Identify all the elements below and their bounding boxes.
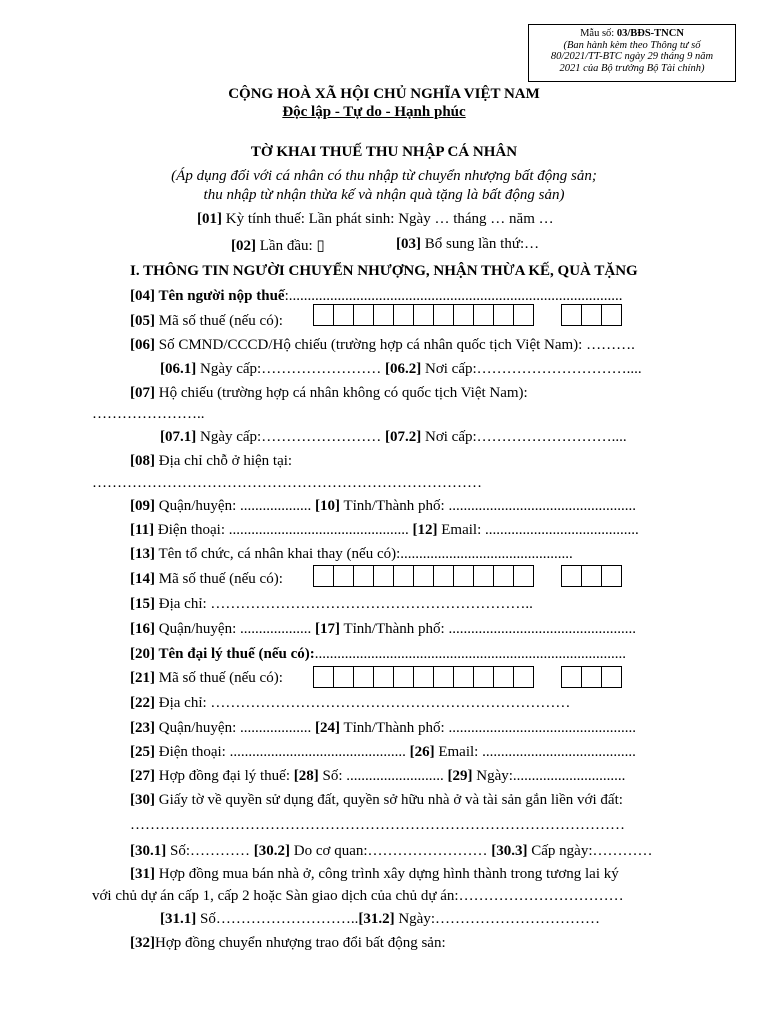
field-31-text: Hợp đồng mua bán nhà ở, công trình xây dựng hình thành trong tương lai ký <box>155 866 619 882</box>
field-11-12[interactable] <box>130 522 639 539</box>
field-30-2-label: [30.2] <box>253 843 291 859</box>
digit-box[interactable] <box>561 304 582 326</box>
digit-box[interactable] <box>453 304 474 326</box>
field-10-text[interactable]: Tỉnh/Thành phố: .................................................. <box>339 498 636 514</box>
field-30-text: Giấy tờ về quyền sử dụng đất, quyền sở hữu nhà ở và tài sản gắn liền với đất: <box>155 792 623 808</box>
field-31-sub[interactable] <box>160 911 600 928</box>
field-13-text[interactable]: Tên tổ chức, cá nhân khai thay (nếu có):.............................................. <box>155 546 573 562</box>
field-05-label: [05] <box>130 313 155 329</box>
field-25-text[interactable]: Điện thoại: ............................................... <box>155 744 410 760</box>
digit-box[interactable] <box>453 666 474 688</box>
field-23-text[interactable]: Quận/huyện: ................... <box>155 720 315 736</box>
digit-box[interactable] <box>353 565 374 587</box>
field-02-checkbox[interactable]: Lần đầu: ▯ <box>256 238 325 254</box>
field-14-label: [14] <box>130 571 155 587</box>
field-30-1-label: [30.1] <box>130 843 167 859</box>
field-21 <box>130 670 283 687</box>
field-06-2-label: [06.2] <box>384 361 422 377</box>
form-code-box <box>528 24 736 82</box>
first-time-line <box>231 236 325 255</box>
digit-box[interactable] <box>313 666 334 688</box>
field-06-2-text[interactable]: Nơi cấp:………………………….... <box>421 361 642 377</box>
form-note-3: 2021 của Bộ trưởng Bộ Tài chính) <box>559 62 705 74</box>
field-28-label: [28] <box>293 768 319 784</box>
field-22[interactable] <box>130 695 570 712</box>
field-01-text[interactable]: Kỳ tính thuế: Lần phát sinh: Ngày … tháng … năm … <box>222 211 554 227</box>
digit-box[interactable] <box>413 666 434 688</box>
digit-box[interactable] <box>513 304 534 326</box>
field-14-text: Mã số thuế (nếu có): <box>155 571 283 587</box>
field-29-label: [29] <box>447 768 473 784</box>
field-12-text[interactable]: Email: ......................................... <box>437 522 639 538</box>
field-20-label: [20] Tên đại lý thuế (nếu có): <box>130 646 315 662</box>
digit-box[interactable] <box>473 304 494 326</box>
digit-box[interactable] <box>333 666 354 688</box>
digit-box[interactable] <box>581 565 602 587</box>
field-30-dots[interactable]: ……………………………………………………………………………………… <box>130 817 625 833</box>
motto-text: Độc lập - Tự do - Hạnh phúc <box>282 104 466 120</box>
field-17-text[interactable]: Tỉnh/Thành phố: .................................................. <box>339 621 636 637</box>
digit-box[interactable] <box>473 666 494 688</box>
field-20[interactable] <box>130 646 626 663</box>
digit-box[interactable] <box>393 565 414 587</box>
field-12-label: [12] <box>412 522 438 538</box>
field-21-label: [21] <box>130 670 155 686</box>
field-06-label: [06] <box>130 337 155 353</box>
field-13[interactable] <box>130 546 573 563</box>
nation-heading: CỘNG HOÀ XÃ HỘI CHỦ NGHĨA VIỆT NAM <box>228 86 540 102</box>
field-07-1-label: [07.1] <box>160 429 197 445</box>
tax-period-line <box>197 211 554 228</box>
digit-box[interactable] <box>393 666 414 688</box>
field-06-1-label: [06.1] <box>160 361 197 377</box>
field-10-label: [10] <box>314 498 340 514</box>
field-06-1[interactable] <box>160 361 642 378</box>
form-code-label: Mẫu số: <box>580 28 617 39</box>
field-17-label: [17] <box>314 621 340 637</box>
field-07-1[interactable] <box>160 429 627 446</box>
field-26-label: [26] <box>409 744 435 760</box>
field-15-text[interactable]: Địa chỉ: ……………………………………………………….. <box>155 596 533 612</box>
digit-box[interactable] <box>313 304 334 326</box>
tax-code-boxes-21[interactable] <box>314 666 534 688</box>
digit-box[interactable] <box>453 565 474 587</box>
field-31 <box>130 866 619 883</box>
field-26-text[interactable]: Email: ......................................... <box>434 744 636 760</box>
field-03-text[interactable]: Bổ sung lần thứ:… <box>421 236 540 252</box>
field-06[interactable] <box>130 337 635 354</box>
tax-code-suffix-boxes-21[interactable] <box>562 666 622 688</box>
digit-box[interactable] <box>333 565 354 587</box>
field-31-1-text[interactable]: Số……………………….. <box>196 911 359 927</box>
digit-box[interactable] <box>561 565 582 587</box>
field-16-text[interactable]: Quận/huyện: ................... <box>155 621 315 637</box>
field-32-label: [32] <box>130 935 155 951</box>
digit-box[interactable] <box>313 565 334 587</box>
field-09-label: [09] <box>130 498 155 514</box>
field-27-label: [27] <box>130 768 155 784</box>
field-04[interactable] <box>130 288 623 305</box>
field-24-text[interactable]: Tỉnh/Thành phố: .................................................. <box>339 720 636 736</box>
supplement-line <box>396 236 539 253</box>
digit-box[interactable] <box>413 304 434 326</box>
field-01-label: [01] <box>197 211 222 227</box>
field-08-label: [08] <box>130 453 155 469</box>
digit-box[interactable] <box>581 666 602 688</box>
field-20-dots[interactable]: ................................................................................... <box>314 646 626 662</box>
form-note-1: (Ban hành kèm theo Thông tư số <box>563 39 701 51</box>
field-09-10[interactable] <box>130 498 636 515</box>
digit-box[interactable] <box>513 565 534 587</box>
field-29-text[interactable]: Ngày:.............................. <box>472 768 626 784</box>
digit-box[interactable] <box>433 304 454 326</box>
field-25-label: [25] <box>130 744 155 760</box>
field-22-label: [22] <box>130 695 155 711</box>
form-subtitle-1: (Áp dụng đối với cá nhân có thu nhập từ chuyển nhượng bất động sản; <box>171 168 597 184</box>
field-05 <box>130 313 283 330</box>
digit-box[interactable] <box>373 565 394 587</box>
digit-box[interactable] <box>601 565 622 587</box>
field-07-label: [07] <box>130 385 155 401</box>
field-07-1-text[interactable]: Ngày cấp:…………………… <box>196 429 385 445</box>
field-25-26[interactable] <box>130 744 636 761</box>
field-07-2-text[interactable]: Nơi cấp:……………………….... <box>421 429 627 445</box>
field-14 <box>130 571 283 588</box>
field-28-text[interactable]: Số: .......................... <box>318 768 448 784</box>
field-32-text: Hợp đồng chuyển nhượng trao đổi bất động sản: <box>155 935 446 951</box>
field-31-2-text[interactable]: Ngày:…………………………… <box>394 911 601 927</box>
form-title: TỜ KHAI THUẾ THU NHẬP CÁ NHÂN <box>250 144 518 160</box>
field-13-label: [13] <box>130 546 155 562</box>
field-15-label: [15] <box>130 596 155 612</box>
tax-code-suffix-boxes-05[interactable] <box>562 304 622 326</box>
motto <box>0 104 758 121</box>
digit-box[interactable] <box>353 304 374 326</box>
field-08-text: Địa chỉ chỗ ở hiện tại: <box>155 453 293 469</box>
field-11-text[interactable]: Điện thoại: ................................................ <box>154 522 413 538</box>
field-24-label: [24] <box>314 720 340 736</box>
field-02-label: [02] <box>231 238 256 254</box>
field-27-29[interactable] <box>130 768 625 785</box>
field-27-text: Hợp đồng đại lý thuế: <box>155 768 294 784</box>
field-23-label: [23] <box>130 720 155 736</box>
field-15[interactable] <box>130 596 533 613</box>
form-subtitle-2: thu nhập từ nhận thừa kế và nhận quà tặng là bất động sản) <box>203 187 565 203</box>
tax-code-boxes-05[interactable] <box>314 304 534 326</box>
digit-box[interactable] <box>513 666 534 688</box>
digit-box[interactable] <box>601 666 622 688</box>
field-07-text: Hộ chiếu (trường hợp cá nhân không có quốc tịch Việt Nam): <box>155 385 528 401</box>
digit-box[interactable] <box>493 304 514 326</box>
field-31-2-label: [31.2] <box>358 911 395 927</box>
field-30-2-text[interactable]: Do cơ quan:…………………… <box>290 843 492 859</box>
digit-box[interactable] <box>581 304 602 326</box>
field-07-dots[interactable]: ………………….. <box>92 406 205 422</box>
field-31-1-label: [31.1] <box>160 911 197 927</box>
field-07-2-label: [07.2] <box>384 429 422 445</box>
digit-box[interactable] <box>373 304 394 326</box>
field-07[interactable] <box>130 385 528 402</box>
field-08 <box>130 453 292 470</box>
field-30-label: [30] <box>130 792 155 808</box>
field-31-line-2[interactable]: với chủ dự án cấp 1, cấp 2 hoặc Sàn giao dịch của chủ dự án:…………………………… <box>92 888 624 904</box>
tax-code-boxes-14[interactable] <box>314 565 534 587</box>
digit-box[interactable] <box>333 304 354 326</box>
field-21-text: Mã số thuế (nếu có): <box>155 670 283 686</box>
field-06-text[interactable]: Số CMND/CCCD/Hộ chiếu (trường hợp cá nhân quốc tịch Việt Nam): ………. <box>155 337 635 353</box>
field-22-text[interactable]: Địa chỉ: ……………………………………………………………… <box>155 695 571 711</box>
field-30-3-label: [30.3] <box>491 843 528 859</box>
digit-box[interactable] <box>393 304 414 326</box>
digit-box[interactable] <box>473 565 494 587</box>
field-30-sub[interactable] <box>130 843 653 860</box>
digit-box[interactable] <box>433 565 454 587</box>
field-11-label: [11] <box>130 522 155 538</box>
section-1-heading: I. THÔNG TIN NGƯỜI CHUYỂN NHƯỢNG, NHẬN THỪA KẾ, QUÀ TẶNG <box>130 263 638 279</box>
field-31-label: [31] <box>130 866 155 882</box>
digit-box[interactable] <box>353 666 374 688</box>
field-04-label: [04] Tên người nộp thuế <box>130 288 285 304</box>
field-30-1-text[interactable]: Số:………… <box>166 843 254 859</box>
field-08-dots[interactable]: …………………………………………………………………… <box>92 475 482 491</box>
field-05-text: Mã số thuế (nếu có): <box>155 313 283 329</box>
field-06-1-text[interactable]: Ngày cấp:…………………… <box>196 361 385 377</box>
digit-box[interactable] <box>561 666 582 688</box>
field-09-text[interactable]: Quận/huyện: ................... <box>155 498 315 514</box>
digit-box[interactable] <box>601 304 622 326</box>
field-04-dots[interactable]: :......................................................................................... <box>284 288 623 304</box>
digit-box[interactable] <box>413 565 434 587</box>
field-32 <box>130 935 446 952</box>
tax-code-suffix-boxes-14[interactable] <box>562 565 622 587</box>
digit-box[interactable] <box>373 666 394 688</box>
field-03-label: [03] <box>396 236 421 252</box>
field-16-label: [16] <box>130 621 155 637</box>
field-23-24[interactable] <box>130 720 636 737</box>
digit-box[interactable] <box>493 565 514 587</box>
form-code: 03/BĐS-TNCN <box>616 28 684 39</box>
field-30 <box>130 792 623 809</box>
digit-box[interactable] <box>433 666 454 688</box>
digit-box[interactable] <box>493 666 514 688</box>
field-16-17[interactable] <box>130 621 636 638</box>
field-30-3-text[interactable]: Cấp ngày:………… <box>527 843 653 859</box>
form-note-2: 80/2021/TT-BTC ngày 29 tháng 9 năm <box>550 51 714 62</box>
